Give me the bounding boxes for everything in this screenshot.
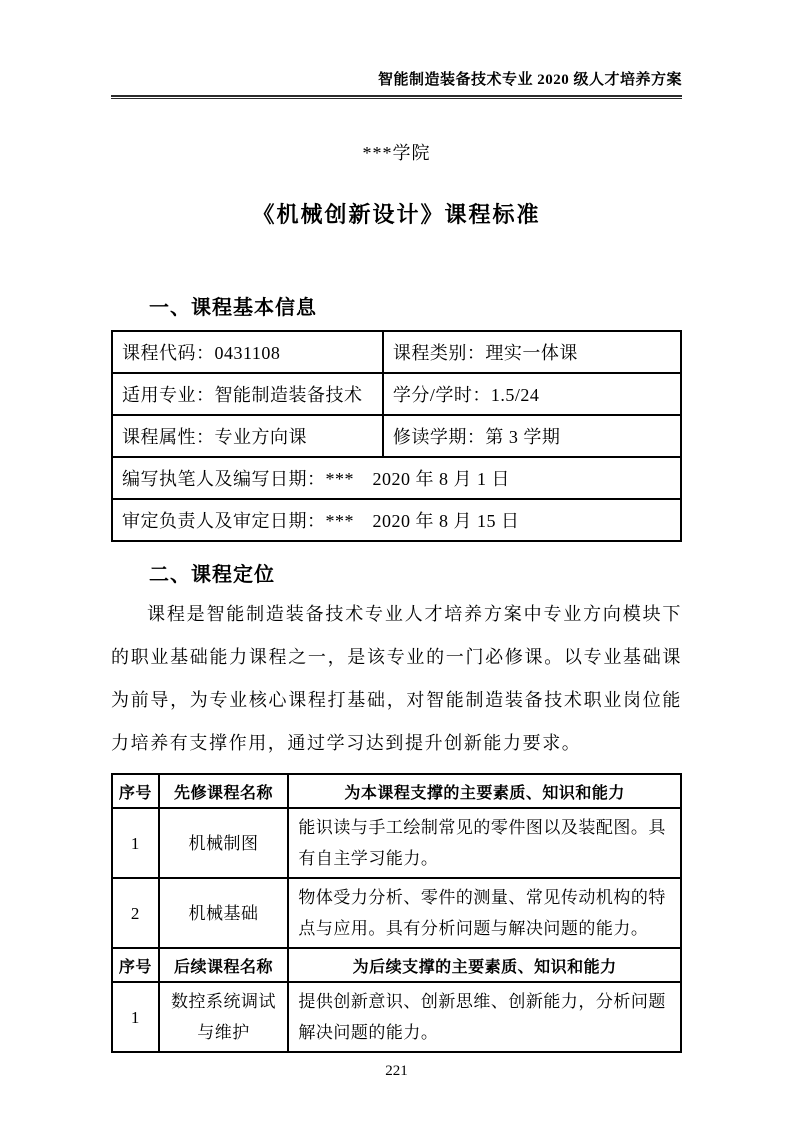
applicable-major-cell: 适用专业：智能制造装备技术: [112, 373, 383, 415]
prereq-row-number: 1: [112, 808, 159, 878]
followup-no-header: 序号: [112, 948, 159, 982]
table-row: [112, 808, 681, 878]
author-date-cell: 编写执笔人及编写日期：*** 2020 年 8 月 1 日: [112, 457, 681, 499]
prereq-header-row: [112, 774, 681, 808]
document-title: 《机械创新设计》课程标准: [252, 202, 541, 227]
header-rule: [111, 95, 682, 99]
followup-course-support: 提供创新意识、创新思维、创新能力，分析问题解决问题的能力。: [288, 982, 681, 1052]
table-row: [112, 457, 681, 499]
course-category-cell: 课程类别：理实一体课: [383, 331, 681, 373]
header-note: 智能制造装备技术专业 2020 级人才培养方案: [377, 72, 682, 88]
course-code-cell: 课程代码：0431108: [112, 331, 383, 373]
page-header: [111, 70, 682, 99]
prereq-course-name: 机械基础: [159, 878, 289, 948]
school-name: ***学院: [362, 143, 431, 163]
followup-course-name: 数控系统调试与维护: [159, 982, 289, 1052]
course-attribute-cell: 课程属性：专业方向课: [112, 415, 383, 457]
credits-hours-cell: 学分/学时：1.5/24: [383, 373, 681, 415]
study-semester-cell: 修读学期：第 3 学期: [383, 415, 681, 457]
page-number: 221: [385, 1063, 408, 1079]
table-row: [112, 331, 681, 373]
followup-name-header: 后续课程名称: [159, 948, 289, 982]
section-heading-basic-info: 一、课程基本信息: [149, 297, 317, 319]
prereq-no-header: 序号: [112, 774, 159, 808]
prereq-support-header: 为本课程支撑的主要素质、知识和能力: [288, 774, 681, 808]
prereq-course-support: 能识读与手工绘制常见的零件图以及装配图。具有自主学习能力。: [288, 808, 681, 878]
table-row: [112, 499, 681, 541]
table-row: [112, 982, 681, 1052]
section-heading-positioning: 二、课程定位: [149, 564, 275, 586]
followup-support-header: 为后续支撑的主要素质、知识和能力: [288, 948, 681, 982]
table-row: [112, 373, 681, 415]
course-positioning-paragraph: 课程是智能制造装备技术专业人才培养方案中专业方向模块下的职业基础能力课程之一，是该专业的一门必修课。以专业基础课为前导，为专业核心课程打基础，对智能制造装备技术职业岗位能力培养有支撑作用，通过学习达到提升创新能力要求。: [111, 604, 682, 753]
prereq-row-number: 2: [112, 878, 159, 948]
table-row: [112, 878, 681, 948]
followup-header-row: [112, 948, 681, 982]
prereq-course-support: 物体受力分析、零件的测量、常见传动机构的特点与应用。具有分析问题与解决问题的能力。: [288, 878, 681, 948]
prereq-name-header: 先修课程名称: [159, 774, 289, 808]
prereq-course-name: 机械制图: [159, 808, 289, 878]
reviewer-date-cell: 审定负责人及审定日期：*** 2020 年 8 月 15 日: [112, 499, 681, 541]
related-courses-table: [111, 773, 682, 1053]
basic-info-table: [111, 330, 682, 542]
table-row: [112, 415, 681, 457]
followup-row-number: 1: [112, 982, 159, 1052]
